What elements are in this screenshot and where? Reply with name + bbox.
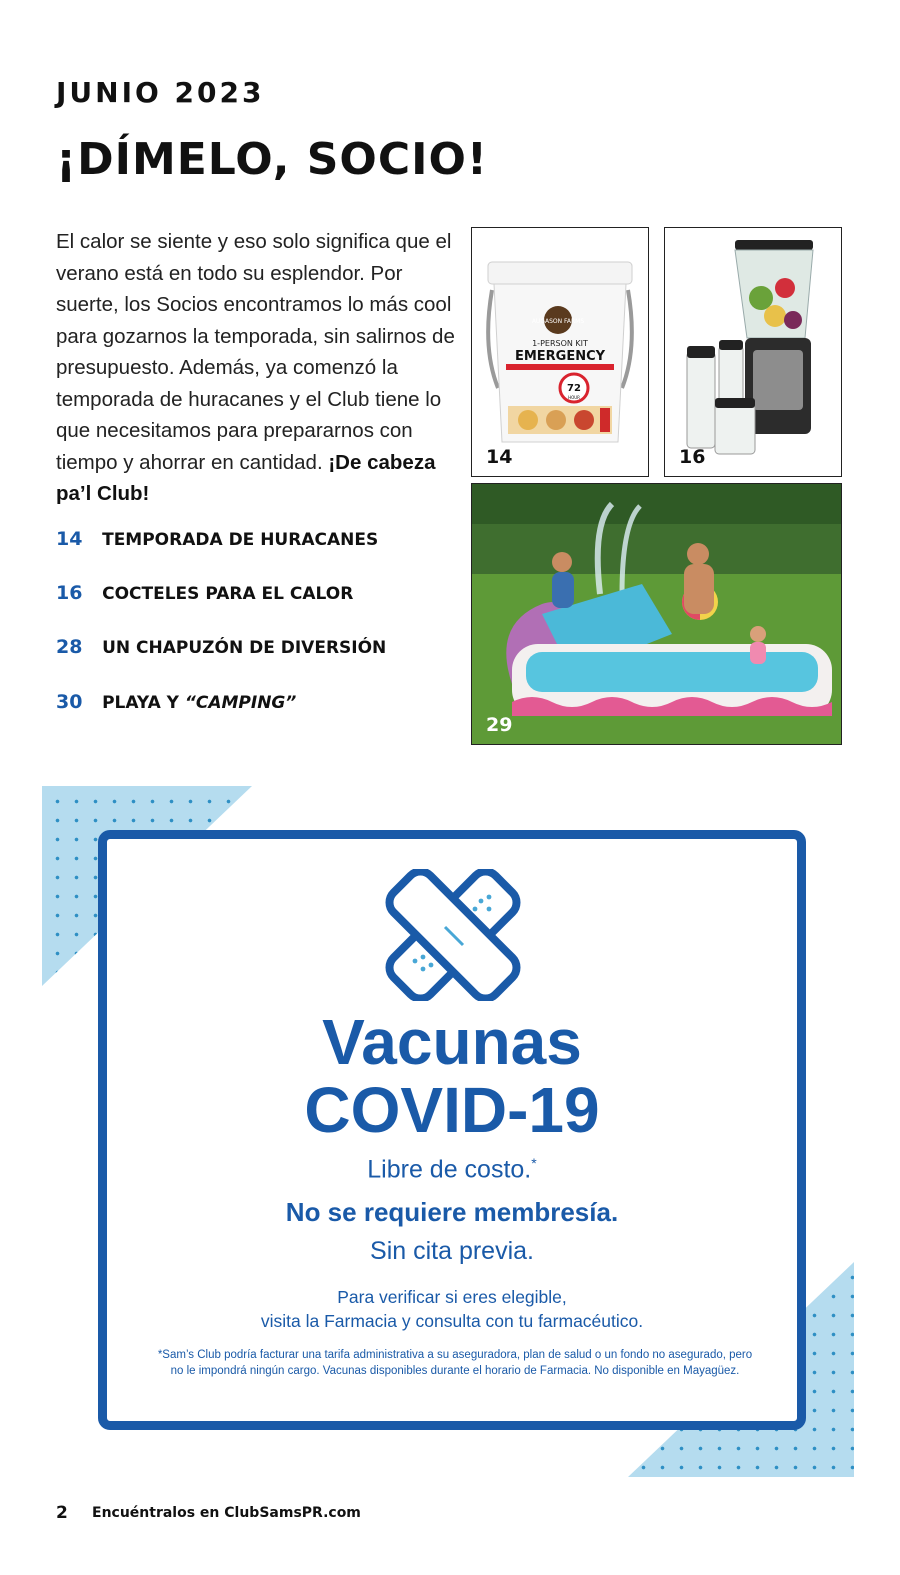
photo-page-number: 29 (486, 714, 513, 736)
covid-asterisk: * (531, 1155, 537, 1171)
covid-no-membership: No se requiere membresía. (285, 1197, 619, 1227)
covid-vaccine-box (98, 830, 806, 1430)
emergency-bucket-illustration (472, 228, 648, 476)
toc-item[interactable] (56, 691, 296, 713)
page-number: 2 (56, 1503, 68, 1523)
covid-free-cost-text: Libre de costo. (367, 1155, 532, 1184)
covid-no-appointment: Sin cita previa. (370, 1237, 534, 1265)
covid-disclaimer: *Sam’s Club podría facturar una tarifa administrativa a su aseguradora, plan de salud o un fondo no asegurado, pero no le impondrá ningún cargo. Vacunas disponibles durante el horario de Farmacia. No disponible en Mayagüez. (157, 1349, 753, 1377)
covid-free-cost (107, 1155, 797, 1184)
bucket-hours: 72 (567, 383, 581, 394)
toc-label: UN CHAPUZÓN DE DIVERSIÓN (102, 638, 387, 658)
toc-item[interactable] (56, 636, 386, 658)
toc-label: TEMPORADA DE HURACANES (102, 530, 379, 550)
toc-label-italic: “CAMPING” (184, 693, 297, 713)
bucket-brand: AUGASON FARMS (531, 318, 585, 325)
photo-page-number: 14 (486, 446, 513, 468)
photo-blender[interactable] (664, 227, 842, 477)
toc-label (102, 693, 296, 713)
intro-paragraph (56, 226, 456, 510)
photo-page-number: 16 (679, 446, 706, 468)
covid-subtitle: COVID-19 (304, 1074, 600, 1146)
bucket-hours-unit: HOUR (568, 395, 580, 400)
bucket-title: EMERGENCY (514, 349, 606, 364)
covid-eligibility-line1: Para verificar si eres elegible, (337, 1287, 567, 1307)
covid-eligibility-line2: visita la Farmacia y consulta con tu farmacéutico. (260, 1311, 644, 1331)
toc-label-text: PLAYA Y (102, 693, 185, 713)
issue-date: JUNIO 2023 (56, 76, 265, 109)
covid-title: Vacunas (322, 1006, 582, 1078)
photo-emergency-kit[interactable] (471, 227, 649, 477)
covid-eligibility (107, 1285, 797, 1333)
toc-item[interactable] (56, 582, 353, 604)
toc-page-number: 14 (56, 528, 83, 550)
intro-text: El calor se siente y eso solo significa que el verano está en todo su esplendor. Por suerte, los Socios encontramos lo más cool para gozarnos la temporada, sin salirnos de presupuesto. Además, ya comenzó la temporada de huracanes y el Club tiene lo que necesitamos para prepararnos con tiempo y ahorrar en cantidad. (56, 230, 455, 474)
bandage-cross-icon (385, 869, 521, 1001)
photo-inflatable-pool[interactable] (471, 483, 842, 745)
toc-page-number: 30 (56, 691, 83, 713)
toc-label: COCTELES PARA EL CALOR (102, 584, 354, 604)
toc-page-number: 28 (56, 636, 83, 658)
toc-page-number: 16 (56, 582, 83, 604)
footer-link[interactable]: Encuéntralos en ClubSamsPR.com (92, 1505, 361, 1521)
bucket-kit-text: 1-PERSON KIT (532, 339, 588, 348)
pool-scene-illustration (472, 484, 841, 744)
page-title: ¡DÍMELO, SOCIO! (56, 134, 488, 185)
toc-item[interactable] (56, 528, 378, 550)
intro-closing: ¡De cabeza pa’l Club! (56, 450, 436, 505)
blender-illustration (665, 228, 841, 476)
